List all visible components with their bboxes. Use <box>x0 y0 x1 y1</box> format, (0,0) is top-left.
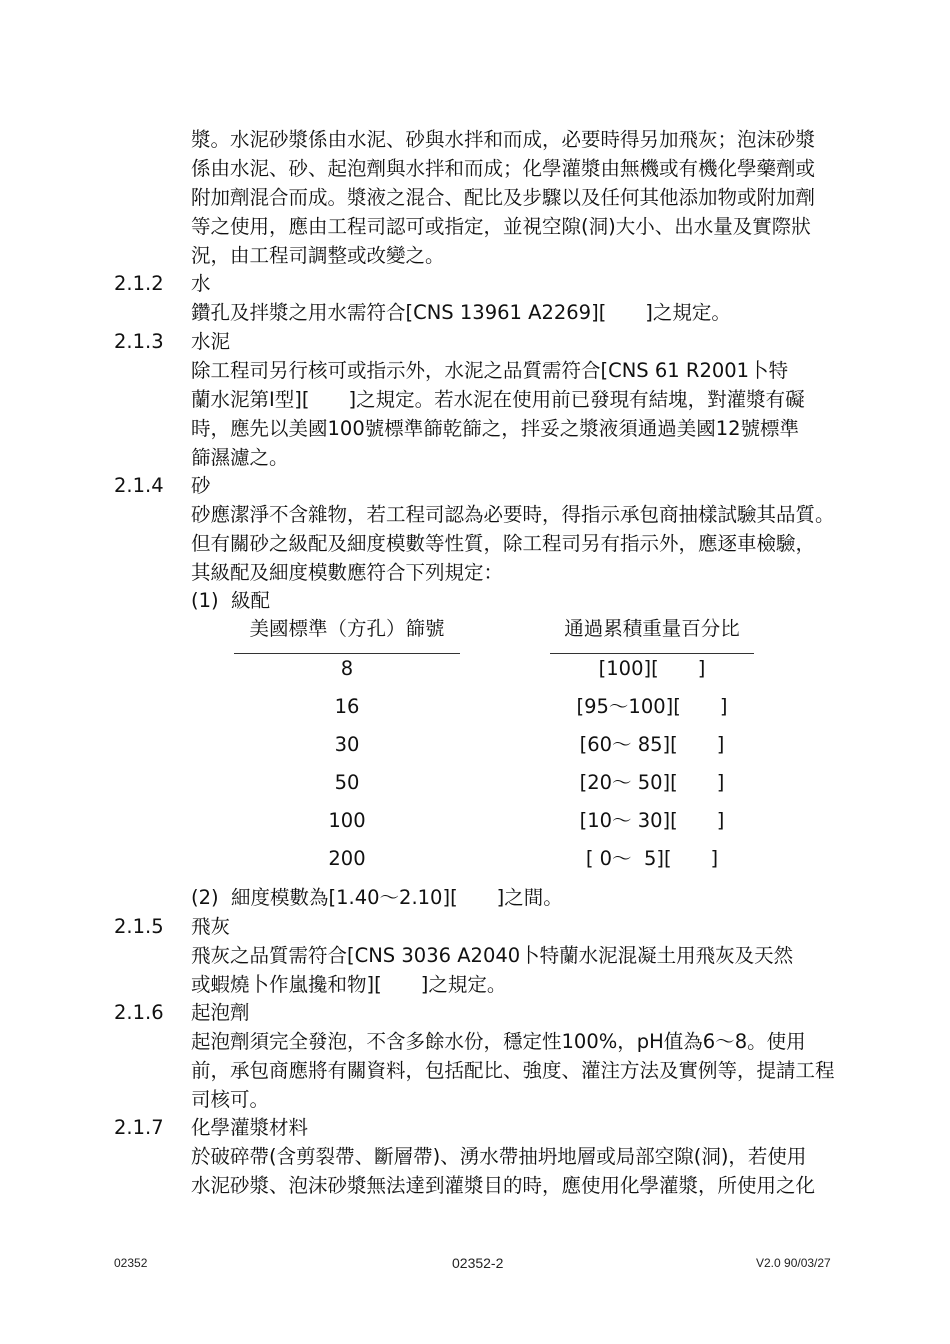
section-number: 2.1.2 <box>114 272 164 295</box>
section-text: 篩濕濾之。 <box>191 446 289 469</box>
table-cell-sieve: 50 <box>334 771 360 794</box>
section-title: 水 <box>191 272 211 295</box>
section-text: 砂應潔淨不含雜物，若工程司認為必要時，得指示承包商抽樣試驗其品質。 <box>191 503 835 526</box>
section-text: 起泡劑須完全發泡，不含多餘水份，穩定性100%，pH值為6～8。使用 <box>191 1030 806 1053</box>
footer-version: V2.0 90/03/27 <box>756 1256 831 1270</box>
table-cell-sieve: 16 <box>334 695 360 718</box>
section-number: 2.1.6 <box>114 1001 164 1024</box>
table-cell-percent: [ 0～ 5][ ] <box>585 847 719 870</box>
table-cell-sieve: 200 <box>328 847 366 870</box>
section-title: 化學灌漿材料 <box>191 1116 309 1139</box>
section-number: 2.1.5 <box>114 915 164 938</box>
table-cell-percent: [95～100][ ] <box>576 695 728 718</box>
table-cell-sieve: 30 <box>334 733 360 756</box>
section-number: 2.1.4 <box>114 474 164 497</box>
footer-section-code: 02352 <box>114 1256 148 1270</box>
section-text: 但有關砂之級配及細度模數等性質，除工程司另有指示外，應逐車檢驗， <box>191 532 816 555</box>
section-title: 飛灰 <box>191 915 231 938</box>
section-title: 起泡劑 <box>191 1001 250 1024</box>
table-header-percent: 通過累積重量百分比 <box>564 617 740 640</box>
section-text: 除工程司另行核可或指示外，水泥之品質需符合[CNS 61 R2001卜特 <box>191 359 789 382</box>
section-title: 砂 <box>191 474 211 497</box>
section-text: 或蝦燒卜作嵐攙和物][ ]之規定。 <box>191 973 507 996</box>
intro-line: 等之使用，應由工程司認可或指定，並視空隙(洞)大小、出水量及實際狀 <box>191 215 811 238</box>
section-number: 2.1.7 <box>114 1116 164 1139</box>
table-cell-percent: [20～ 50][ ] <box>579 771 725 794</box>
section-text: 其級配及細度模數應符合下列規定： <box>191 561 504 584</box>
section-text: 時，應先以美國100號標準篩乾篩之，拌妥之漿液須通過美國12號標準 <box>191 417 800 440</box>
table-header-sieve: 美國標準（方孔）篩號 <box>249 617 445 640</box>
section-text: 於破碎帶(含剪裂帶、斷層帶)、湧水帶抽坍地層或局部空隙(洞)，若使用 <box>191 1145 807 1168</box>
table-cell-percent: [60～ 85][ ] <box>579 733 725 756</box>
table-cell-percent: [100][ ] <box>598 657 706 680</box>
footer-page-number: 02352-2 <box>452 1255 504 1271</box>
table-cell-sieve: 8 <box>340 657 354 680</box>
section-text: 前，承包商應將有關資料，包括配比、強度、灌注方法及實例等，提請工程 <box>191 1059 835 1082</box>
table-cell-sieve: 100 <box>328 809 366 832</box>
list-item-grading: (1) 級配 <box>191 589 271 612</box>
list-item-fineness: (2) 細度模數為[1.40～2.10][ ]之間。 <box>191 886 563 909</box>
section-text: 鑽孔及拌漿之用水需符合[CNS 13961 A2269][ ]之規定。 <box>191 301 731 324</box>
intro-line: 係由水泥、砂、起泡劑與水拌和而成；化學灌漿由無機或有機化學藥劑或 <box>191 157 816 180</box>
section-text: 飛灰之品質需符合[CNS 3036 A2040卜特蘭水泥混凝土用飛灰及天然 <box>191 944 794 967</box>
intro-line: 附加劑混合而成。漿液之混合、配比及步驟以及任何其他添加物或附加劑 <box>191 186 816 209</box>
section-number: 2.1.3 <box>114 330 164 353</box>
section-text: 水泥砂漿、泡沫砂漿無法達到灌漿目的時，應使用化學灌漿，所使用之化 <box>191 1174 816 1197</box>
section-text: 司核可。 <box>191 1088 270 1111</box>
intro-line: 況，由工程司調整或改變之。 <box>191 244 445 267</box>
table-cell-percent: [10～ 30][ ] <box>579 809 725 832</box>
section-text: 蘭水泥第Ⅰ型][ ]之規定。若水泥在使用前已發現有結塊，對灌漿有礙 <box>191 388 805 411</box>
section-title: 水泥 <box>191 330 231 353</box>
intro-line: 漿。水泥砂漿係由水泥、砂與水拌和而成，必要時得另加飛灰；泡沫砂漿 <box>191 128 816 151</box>
